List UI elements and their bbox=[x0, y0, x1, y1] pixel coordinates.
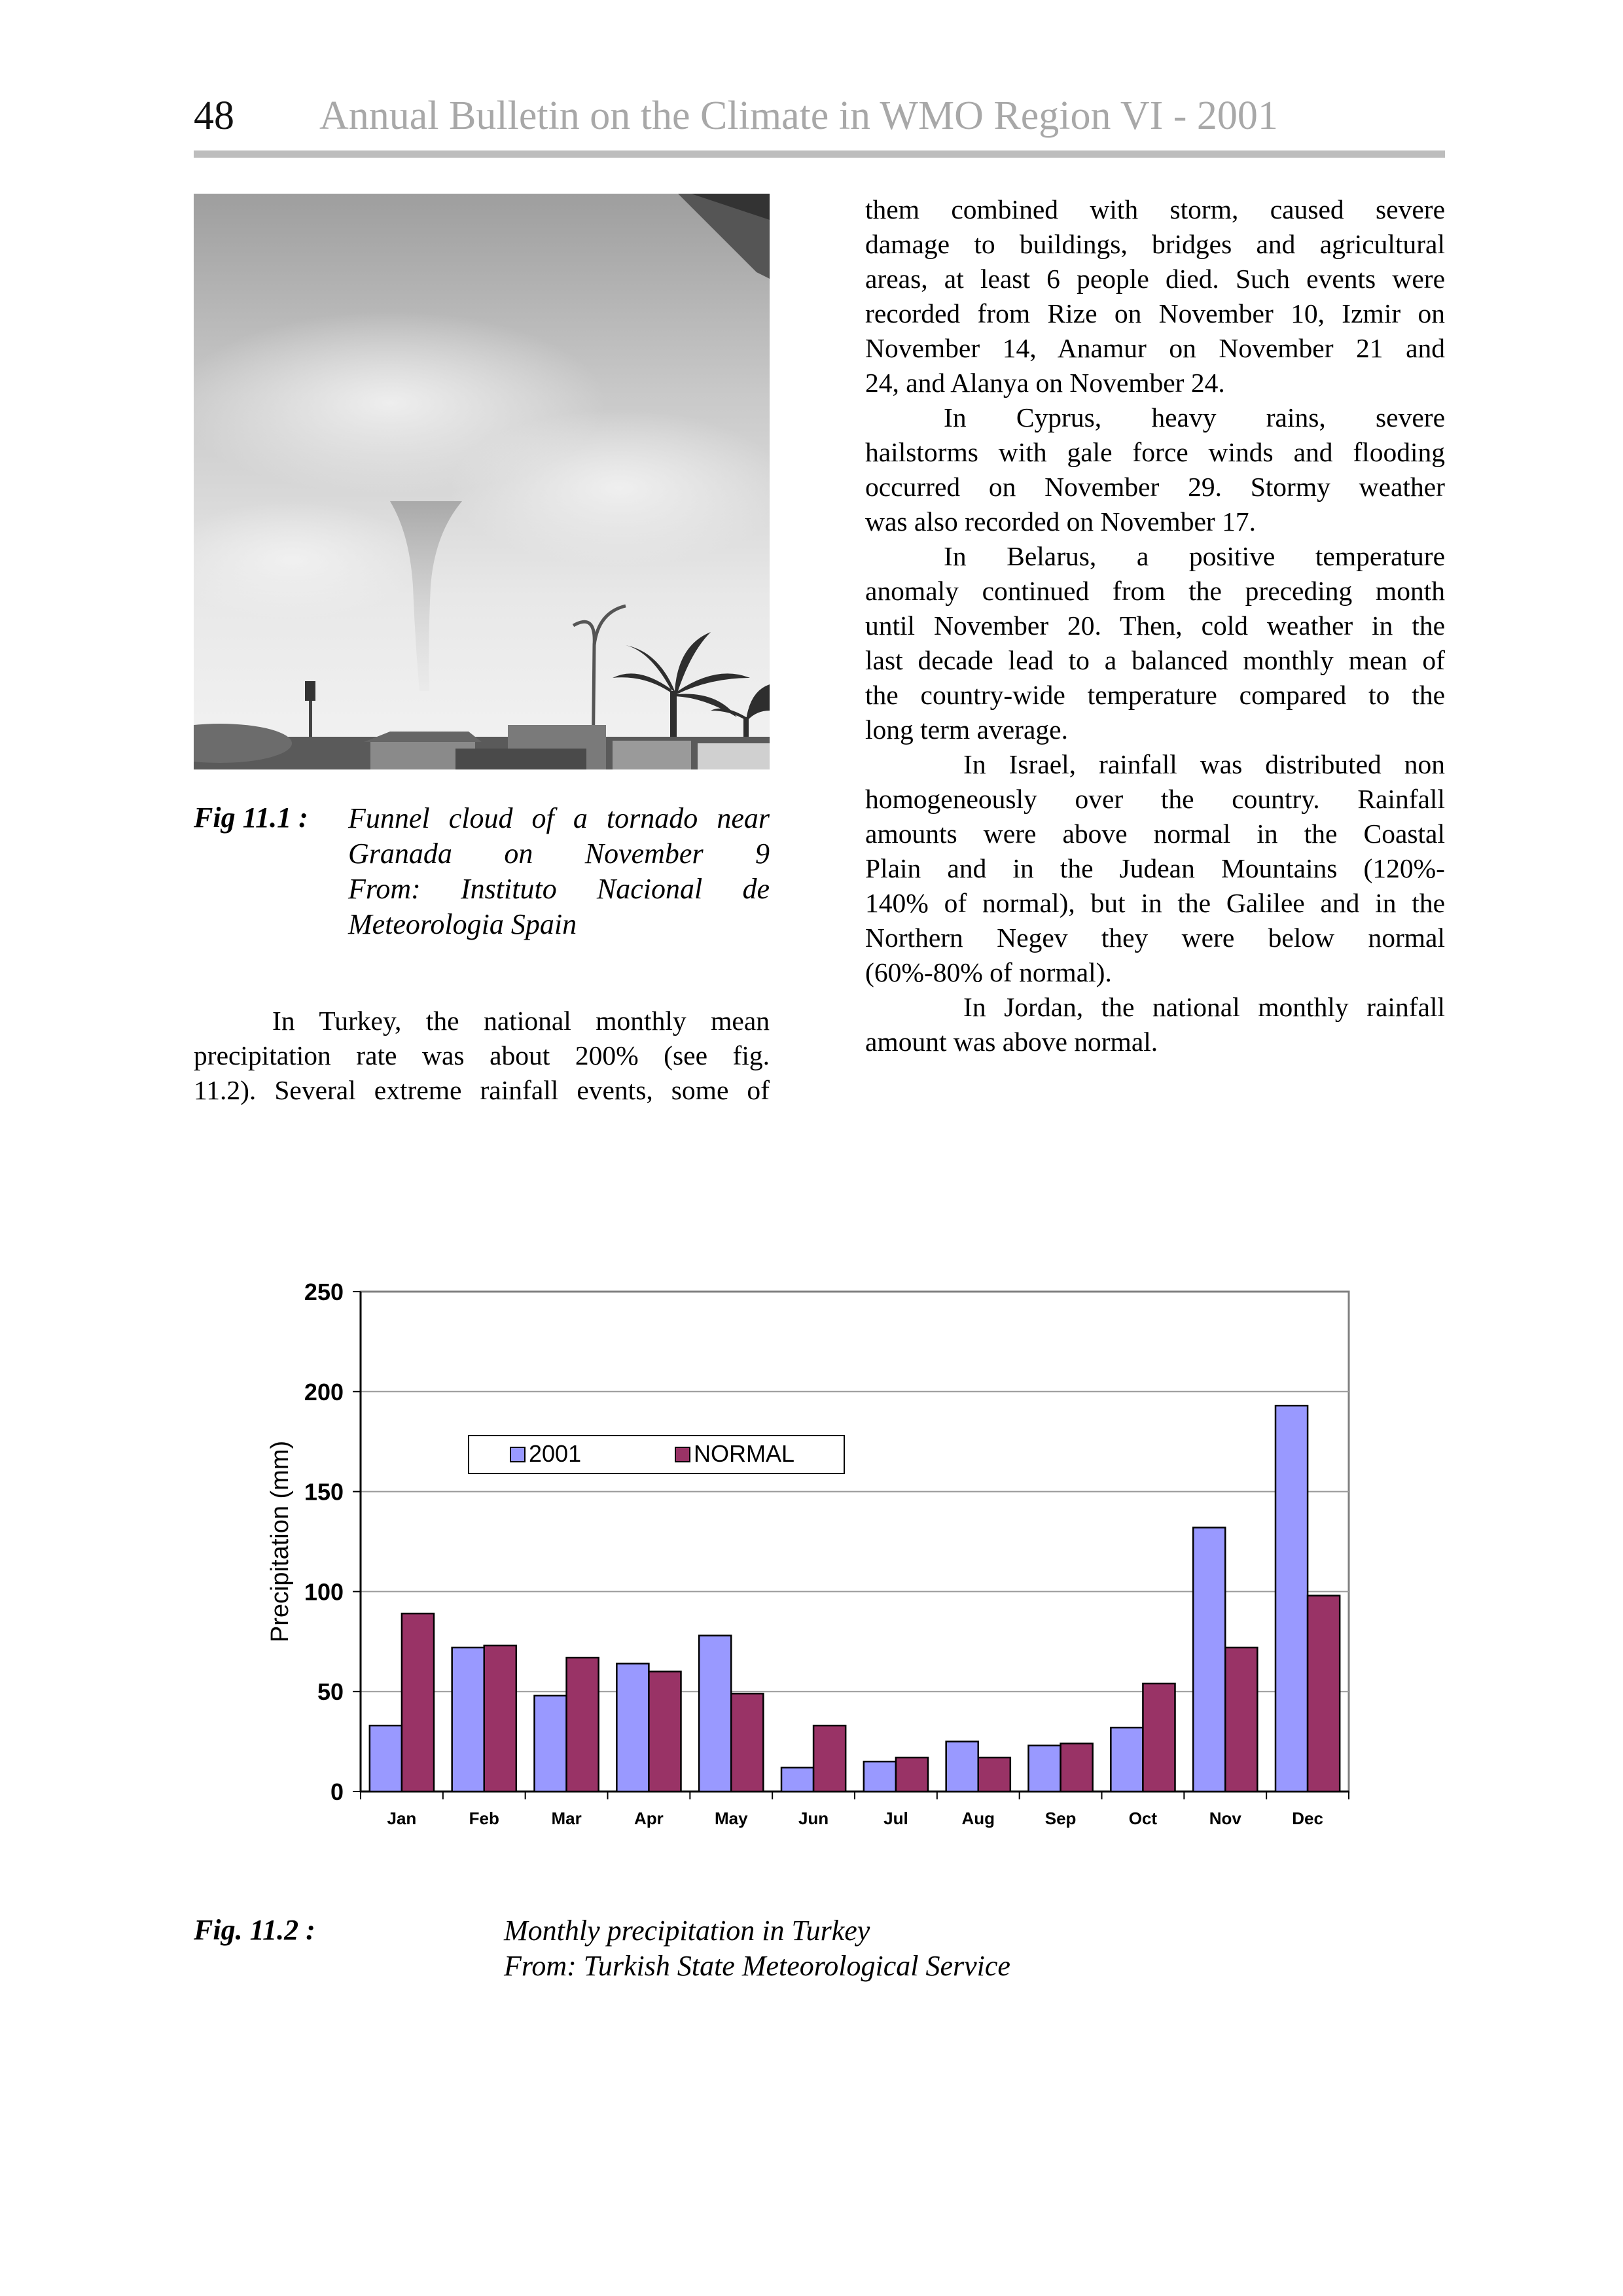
bar-2001 bbox=[1193, 1528, 1225, 1792]
figure2-caption-line: Monthly precipitation in Turkey bbox=[504, 1915, 870, 1947]
legend-label: 2001 bbox=[529, 1440, 582, 1467]
bar-2001 bbox=[1111, 1727, 1143, 1792]
y-tick-label: 200 bbox=[304, 1378, 344, 1405]
legend-swatch bbox=[675, 1447, 690, 1462]
text-line: November 14, Anamur on November 21 and bbox=[865, 333, 1445, 363]
x-tick-label: May bbox=[714, 1809, 748, 1828]
text-line: Northern Negev they were below normal bbox=[865, 923, 1445, 953]
text-line: Plain and in the Judean Mountains (120%- bbox=[865, 853, 1445, 883]
y-tick-label: 100 bbox=[304, 1578, 344, 1606]
header-rule bbox=[194, 150, 1445, 158]
text-line: hailstorms with gale force winds and flooding bbox=[865, 437, 1445, 467]
text-line: last decade lead to a balanced monthly mean of bbox=[865, 645, 1445, 675]
figure1-caption bbox=[348, 801, 770, 942]
text-line: In Cyprus, heavy rains, severe bbox=[944, 402, 1445, 433]
figure2-label: Fig. 11.2 : bbox=[194, 1914, 315, 1946]
x-tick-label: Sep bbox=[1044, 1809, 1077, 1828]
figure1-caption-line: Funnel cloud of a tornado near bbox=[348, 802, 770, 834]
y-tick-label: 0 bbox=[330, 1778, 344, 1805]
text-line: damage to buildings, bridges and agricultural bbox=[865, 229, 1445, 259]
y-tick-label: 50 bbox=[317, 1678, 344, 1706]
right-column-text bbox=[865, 192, 1445, 1059]
bar-normal bbox=[484, 1646, 516, 1792]
x-tick-label: Apr bbox=[634, 1809, 664, 1828]
x-tick-label: Aug bbox=[961, 1809, 995, 1828]
text-line: homogeneously over the country. Rainfall bbox=[865, 784, 1445, 814]
bar-2001 bbox=[1275, 1405, 1308, 1792]
text-line: 24, and Alanya on November 24. bbox=[865, 368, 1225, 398]
x-tick-label: Feb bbox=[469, 1809, 499, 1828]
bar-2001 bbox=[370, 1725, 402, 1792]
figure2-caption bbox=[504, 1913, 1010, 1984]
tornado-photo bbox=[194, 194, 770, 769]
y-axis-label: Precipitation (mm) bbox=[266, 1440, 294, 1643]
text-line: anomaly continued from the preceding month bbox=[865, 576, 1445, 606]
bar-normal bbox=[731, 1693, 763, 1792]
text-line: amounts were above normal in the Coastal bbox=[865, 819, 1445, 849]
bar-2001 bbox=[781, 1767, 813, 1792]
legend-swatch bbox=[510, 1447, 525, 1462]
text-line: In Israel, rainfall was distributed non bbox=[963, 749, 1445, 779]
precipitation-chart-svg bbox=[249, 1263, 1374, 1839]
text-line: (60%-80% of normal). bbox=[865, 957, 1112, 987]
x-tick-label: Dec bbox=[1292, 1809, 1323, 1828]
text-line: until November 20. Then, cold weather in the bbox=[865, 610, 1445, 641]
bar-normal bbox=[813, 1725, 846, 1792]
page-number: 48 bbox=[194, 94, 234, 138]
bar-normal bbox=[978, 1757, 1010, 1792]
text-line: In Belarus, a positive temperature bbox=[944, 541, 1445, 571]
x-tick-label: Oct bbox=[1128, 1809, 1158, 1828]
x-tick-label: Mar bbox=[551, 1809, 582, 1828]
figure2-caption-line: From: Turkish State Meteorological Service bbox=[504, 1950, 1010, 1982]
text-line: was also recorded on November 17. bbox=[865, 506, 1256, 537]
figure1-caption-line: Meteorologia Spain bbox=[348, 908, 577, 940]
text-line: In Turkey, the national monthly mean bbox=[272, 1006, 770, 1036]
x-tick-label: Nov bbox=[1209, 1809, 1241, 1828]
left-column-text bbox=[194, 1004, 770, 1108]
bar-2001 bbox=[864, 1761, 896, 1792]
bar-normal bbox=[402, 1614, 434, 1792]
bar-2001 bbox=[452, 1648, 484, 1792]
bar-normal bbox=[1061, 1744, 1093, 1792]
text-line: precipitation rate was about 200% (see fig. bbox=[194, 1040, 770, 1070]
text-line: amount was above normal. bbox=[865, 1027, 1158, 1057]
text-line: 140% of normal), but in the Galilee and in the bbox=[865, 888, 1445, 918]
tornado-photo-image bbox=[194, 194, 770, 769]
text-line: recorded from Rize on November 10, Izmir on bbox=[865, 298, 1445, 328]
y-tick-label: 250 bbox=[304, 1279, 344, 1305]
text-line: areas, at least 6 people died. Such events were bbox=[865, 264, 1445, 294]
bar-normal bbox=[1143, 1684, 1175, 1792]
text-line: long term average. bbox=[865, 715, 1068, 745]
bar-normal bbox=[649, 1672, 681, 1792]
text-line: them combined with storm, caused severe bbox=[865, 194, 1445, 224]
precipitation-chart bbox=[249, 1263, 1374, 1842]
figure1-caption-line: From: Instituto Nacional de bbox=[348, 873, 770, 905]
running-title: Annual Bulletin on the Climate in WMO Region VI - 2001 bbox=[319, 94, 1278, 138]
x-tick-label: Jul bbox=[883, 1809, 908, 1828]
bar-2001 bbox=[946, 1742, 978, 1792]
bar-normal bbox=[896, 1757, 928, 1792]
x-tick-label: Jun bbox=[798, 1809, 829, 1828]
y-tick-label: 150 bbox=[304, 1478, 344, 1506]
legend-label: NORMAL bbox=[694, 1440, 795, 1467]
text-line: 11.2). Several extreme rainfall events, some of bbox=[194, 1075, 770, 1105]
text-line: the country-wide temperature compared to the bbox=[865, 680, 1445, 710]
bar-normal bbox=[567, 1657, 599, 1792]
text-line: In Jordan, the national monthly rainfall bbox=[963, 992, 1445, 1022]
bar-2001 bbox=[616, 1663, 649, 1792]
bar-2001 bbox=[535, 1695, 567, 1792]
bar-normal bbox=[1308, 1596, 1340, 1792]
bar-2001 bbox=[1029, 1746, 1061, 1792]
x-tick-label: Jan bbox=[387, 1809, 417, 1828]
figure1-label: Fig 11.1 : bbox=[194, 802, 308, 834]
figure1-caption-line: Granada on November 9 bbox=[348, 838, 770, 870]
text-line: occurred on November 29. Stormy weather bbox=[865, 472, 1445, 502]
bar-normal bbox=[1225, 1648, 1257, 1792]
bar-2001 bbox=[699, 1636, 731, 1792]
